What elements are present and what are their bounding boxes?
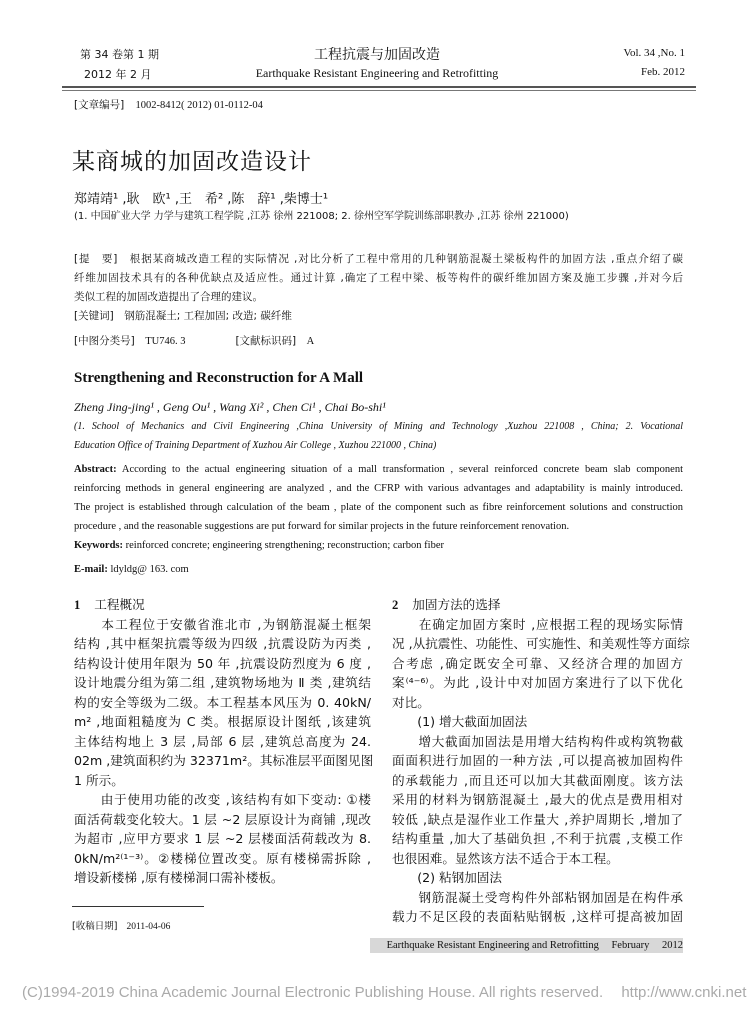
paragraph-line: 02m ,建筑面积约为 32371m²。其标准层平面图见图 — [74, 753, 374, 768]
issue-number: 第 34 卷第 1 期 — [80, 48, 159, 61]
paper-title-en: Strengthening and Reconstruction for A Mall — [74, 370, 364, 386]
affiliation-en — [74, 417, 683, 455]
paragraph-line: 结构重量 ,加大了基础负担 ,不利于抗震 ,支模工作 — [392, 831, 683, 846]
article-number-label: [文章编号] — [74, 99, 125, 111]
abstract-en-line: The project is established through calculation of the beam , plate of the component such as fibre reinforcement solutions and construction — [74, 502, 683, 513]
keywords-en-label: Keywords: — [74, 540, 123, 551]
footnote-rule — [72, 906, 204, 907]
issue-date-en: Feb. 2012 — [641, 66, 685, 78]
paragraph-line: 较低 ,缺点是湿作业工作量大 ,养护周期长 ,增加了 — [392, 811, 683, 827]
footer-bar — [370, 938, 683, 953]
paragraph-line: 的承载能力 ,而且还可以加大其截面刚度。该方法 — [392, 772, 683, 788]
section-title: 加固方法的选择 — [412, 597, 501, 612]
abstract-cn-label: [提 要] — [74, 253, 118, 265]
abstract-en-label: Abstract: — [74, 464, 117, 475]
header-rule — [62, 86, 696, 88]
journal-title-en: Earthquake Resistant Engineering and Retrofitting — [255, 66, 499, 80]
doc-code-label: [文献标识码] — [235, 335, 297, 347]
abstract-cn — [74, 250, 683, 351]
affiliation-en-line: (1. School of Mechanics and Civil Engineering ,China University of Mining and Technology ,Xuzhou 221008 , China; 2. Vocational — [74, 421, 683, 432]
subsection-heading: (2) 粘钢加固法 — [392, 870, 502, 885]
paragraph-line: 在确定加固方案时 ,应根据工程的现场实际情 — [392, 616, 683, 632]
paragraph-line: 本工程位于安徽省淮北市 ,为钢筋混凝土框架 — [74, 616, 371, 632]
paragraph-line: 也很困难。显然该方法不适合于本工程。 — [392, 850, 619, 866]
authors-cn: 郑靖靖¹ ,耿 欧¹ ,王 希² ,陈 辞¹ ,柴博士¹ — [74, 192, 329, 207]
keywords-en-value: reinforced concrete; engineering strengthening; reconstruction; carbon fiber — [125, 540, 444, 551]
abstract-cn-line: 根据某商城改造工程的实际情况 ,对比分析了工程中常用的几种钢筋混凝土梁板构件的加固方法 ,重点介绍了碳 — [129, 253, 683, 265]
section-heading — [74, 595, 371, 615]
email-label: E-mail: — [74, 564, 108, 575]
paragraph-line: 为超市 ,应甲方要求 1 层 ~2 层楼面活荷载改为 8. — [74, 831, 371, 846]
affiliation-en-line: Education Office of Training Department of Xuzhou Air College , Xuzhou 221000 , China) — [74, 440, 437, 451]
watermark — [22, 984, 754, 1001]
paragraph-line: 采用的材料为钢筋混凝土 ,最大的优点是费用相对 — [392, 792, 683, 807]
section-number: 2 — [392, 598, 399, 612]
doc-code-value: A — [306, 336, 315, 347]
paragraph-line: 增大截面加固法是用增大结构构件或构筑物截 — [392, 733, 683, 749]
paragraph-line: m² ,地面粗糙度为 C 类。根据原设计图纸 ,该建筑 — [74, 714, 371, 729]
received-date — [72, 918, 170, 932]
paragraph-line: 0kN/m²⁽¹⁻³⁾。②楼梯位置改变。原有楼梯需拆除 , — [74, 850, 371, 866]
section-heading — [392, 595, 683, 615]
abstract-cn-line: 类似工程的加固改造提出了合理的建议。 — [74, 291, 263, 303]
paragraph-line: 面活荷载变化较大。1 层 ~2 层原设计为商铺 ,现改 — [74, 811, 371, 827]
paragraph-line: 案⁽⁴⁻⁶⁾。为此 ,设计中对加固方案进行了以下优化 — [392, 675, 683, 690]
keywords-cn-label: [关键词] — [74, 310, 114, 322]
volume-info: Vol. 34 ,No. 1 — [623, 47, 685, 59]
header-rule-thin — [62, 90, 696, 91]
footer-year: 2012 — [662, 940, 683, 951]
paper-title-cn: 某商城的加固改造设计 — [72, 149, 312, 175]
email-value[interactable]: ldyldg@ 163. com — [110, 564, 189, 575]
watermark-copyright: (C)1994-2019 China Academic Journal Electronic Publishing House. All rights reserved. — [22, 984, 604, 1001]
journal-title-cn: 工程抗震与加固改造 — [314, 47, 440, 63]
paragraph-line: 增设新楼梯 ,原有楼梯洞口需补楼板。 — [74, 870, 284, 885]
affiliation-cn: (1. 中国矿业大学 力学与建筑工程学院 ,江苏 徐州 221008; 2. 徐州空军学院训练部职教办 ,江苏 徐州 221000) — [74, 211, 569, 222]
classification-value: TU746. 3 — [145, 336, 186, 347]
article-number-value: 1002-8412( 2012) 01-0112-04 — [135, 100, 263, 111]
paragraph-line: 钢筋混凝土受弯构件外部粘钢加固是在构件承 — [392, 889, 683, 905]
paragraph-line: 况 ,从抗震性、功能性、可实施性、和美观性等方面综 — [392, 636, 690, 651]
paragraph-line: 构的安全等级为二级。本工程基本风压为 0. 40kN/ — [74, 694, 371, 710]
subsection-heading: (1) 增大截面加固法 — [392, 714, 528, 729]
abstract-cn-line: 纤维加固技术具有的各种优缺点及适应性。通过计算 ,确定了工程中梁、板等构件的碳纤维加固方案及施工步骤 ,并对今后 — [74, 272, 683, 284]
abstract-en-line: procedure , and the reasonable suggestions are put forward for similar projects in the future reinforcement renovation. — [74, 521, 570, 532]
abstract-en-line: reinforcing methods in general engineering are analyzed , and the CFRP with various advantages and adaptability is mainly introduced. — [74, 483, 683, 494]
received-label: [收稿日期] — [72, 921, 118, 932]
section-number: 1 — [74, 598, 81, 612]
paragraph-line: 由于使用功能的改变 ,该结构有如下变动: ①楼 — [74, 792, 371, 807]
paragraph-line: 载力不足区段的表面粘贴钢板 ,这样可提高被加固 — [392, 909, 683, 924]
watermark-url[interactable]: http://www.cnki.net — [621, 984, 747, 1001]
paragraph-line: 结构 ,其中框架抗震等级为四级 ,抗震设防为丙类 , — [74, 636, 371, 651]
paragraph-line: 设计地震分组为第二组 ,建筑物场地为 Ⅱ 类 ,建筑结 — [74, 675, 371, 690]
paragraph-line: 结构设计使用年限为 50 年 ,抗震设防烈度为 6 度 , — [74, 655, 371, 671]
abstract-en-line: According to the actual engineering situation of a mall transformation , several reinforced concrete beam slab component — [121, 464, 683, 475]
paragraph-line: 面面积进行加固的一种方法 ,可以提高被加固构件 — [392, 753, 683, 768]
footer-month: February — [611, 940, 650, 951]
classification-label: [中图分类号] — [74, 335, 135, 347]
authors-en: Zheng Jing-jing¹ , Geng Ou¹ , Wang Xi² , Chen Ci¹ , Chai Bo-shi¹ — [74, 400, 386, 414]
abstract-en — [74, 460, 683, 579]
paragraph-line: 1 所示。 — [74, 772, 124, 788]
keywords-cn-value: 钢筋混凝土; 工程加固; 改造; 碳纤维 — [124, 310, 292, 322]
issue-date: 2012 年 2 月 — [84, 68, 152, 81]
paragraph-line: 主体结构地上 3 层 ,局部 6 层 ,建筑总高度为 24. — [74, 733, 371, 749]
paragraph-line: 对比。 — [392, 694, 430, 710]
paragraph-line: 合考虑 ,确定既安全可靠、又经济合理的加固方 — [392, 655, 683, 671]
article-number — [74, 97, 263, 112]
section-title: 工程概况 — [94, 597, 145, 612]
footer-journal: Earthquake Resistant Engineering and Retrofitting — [386, 940, 599, 951]
received-value: 2011-04-06 — [126, 922, 171, 932]
